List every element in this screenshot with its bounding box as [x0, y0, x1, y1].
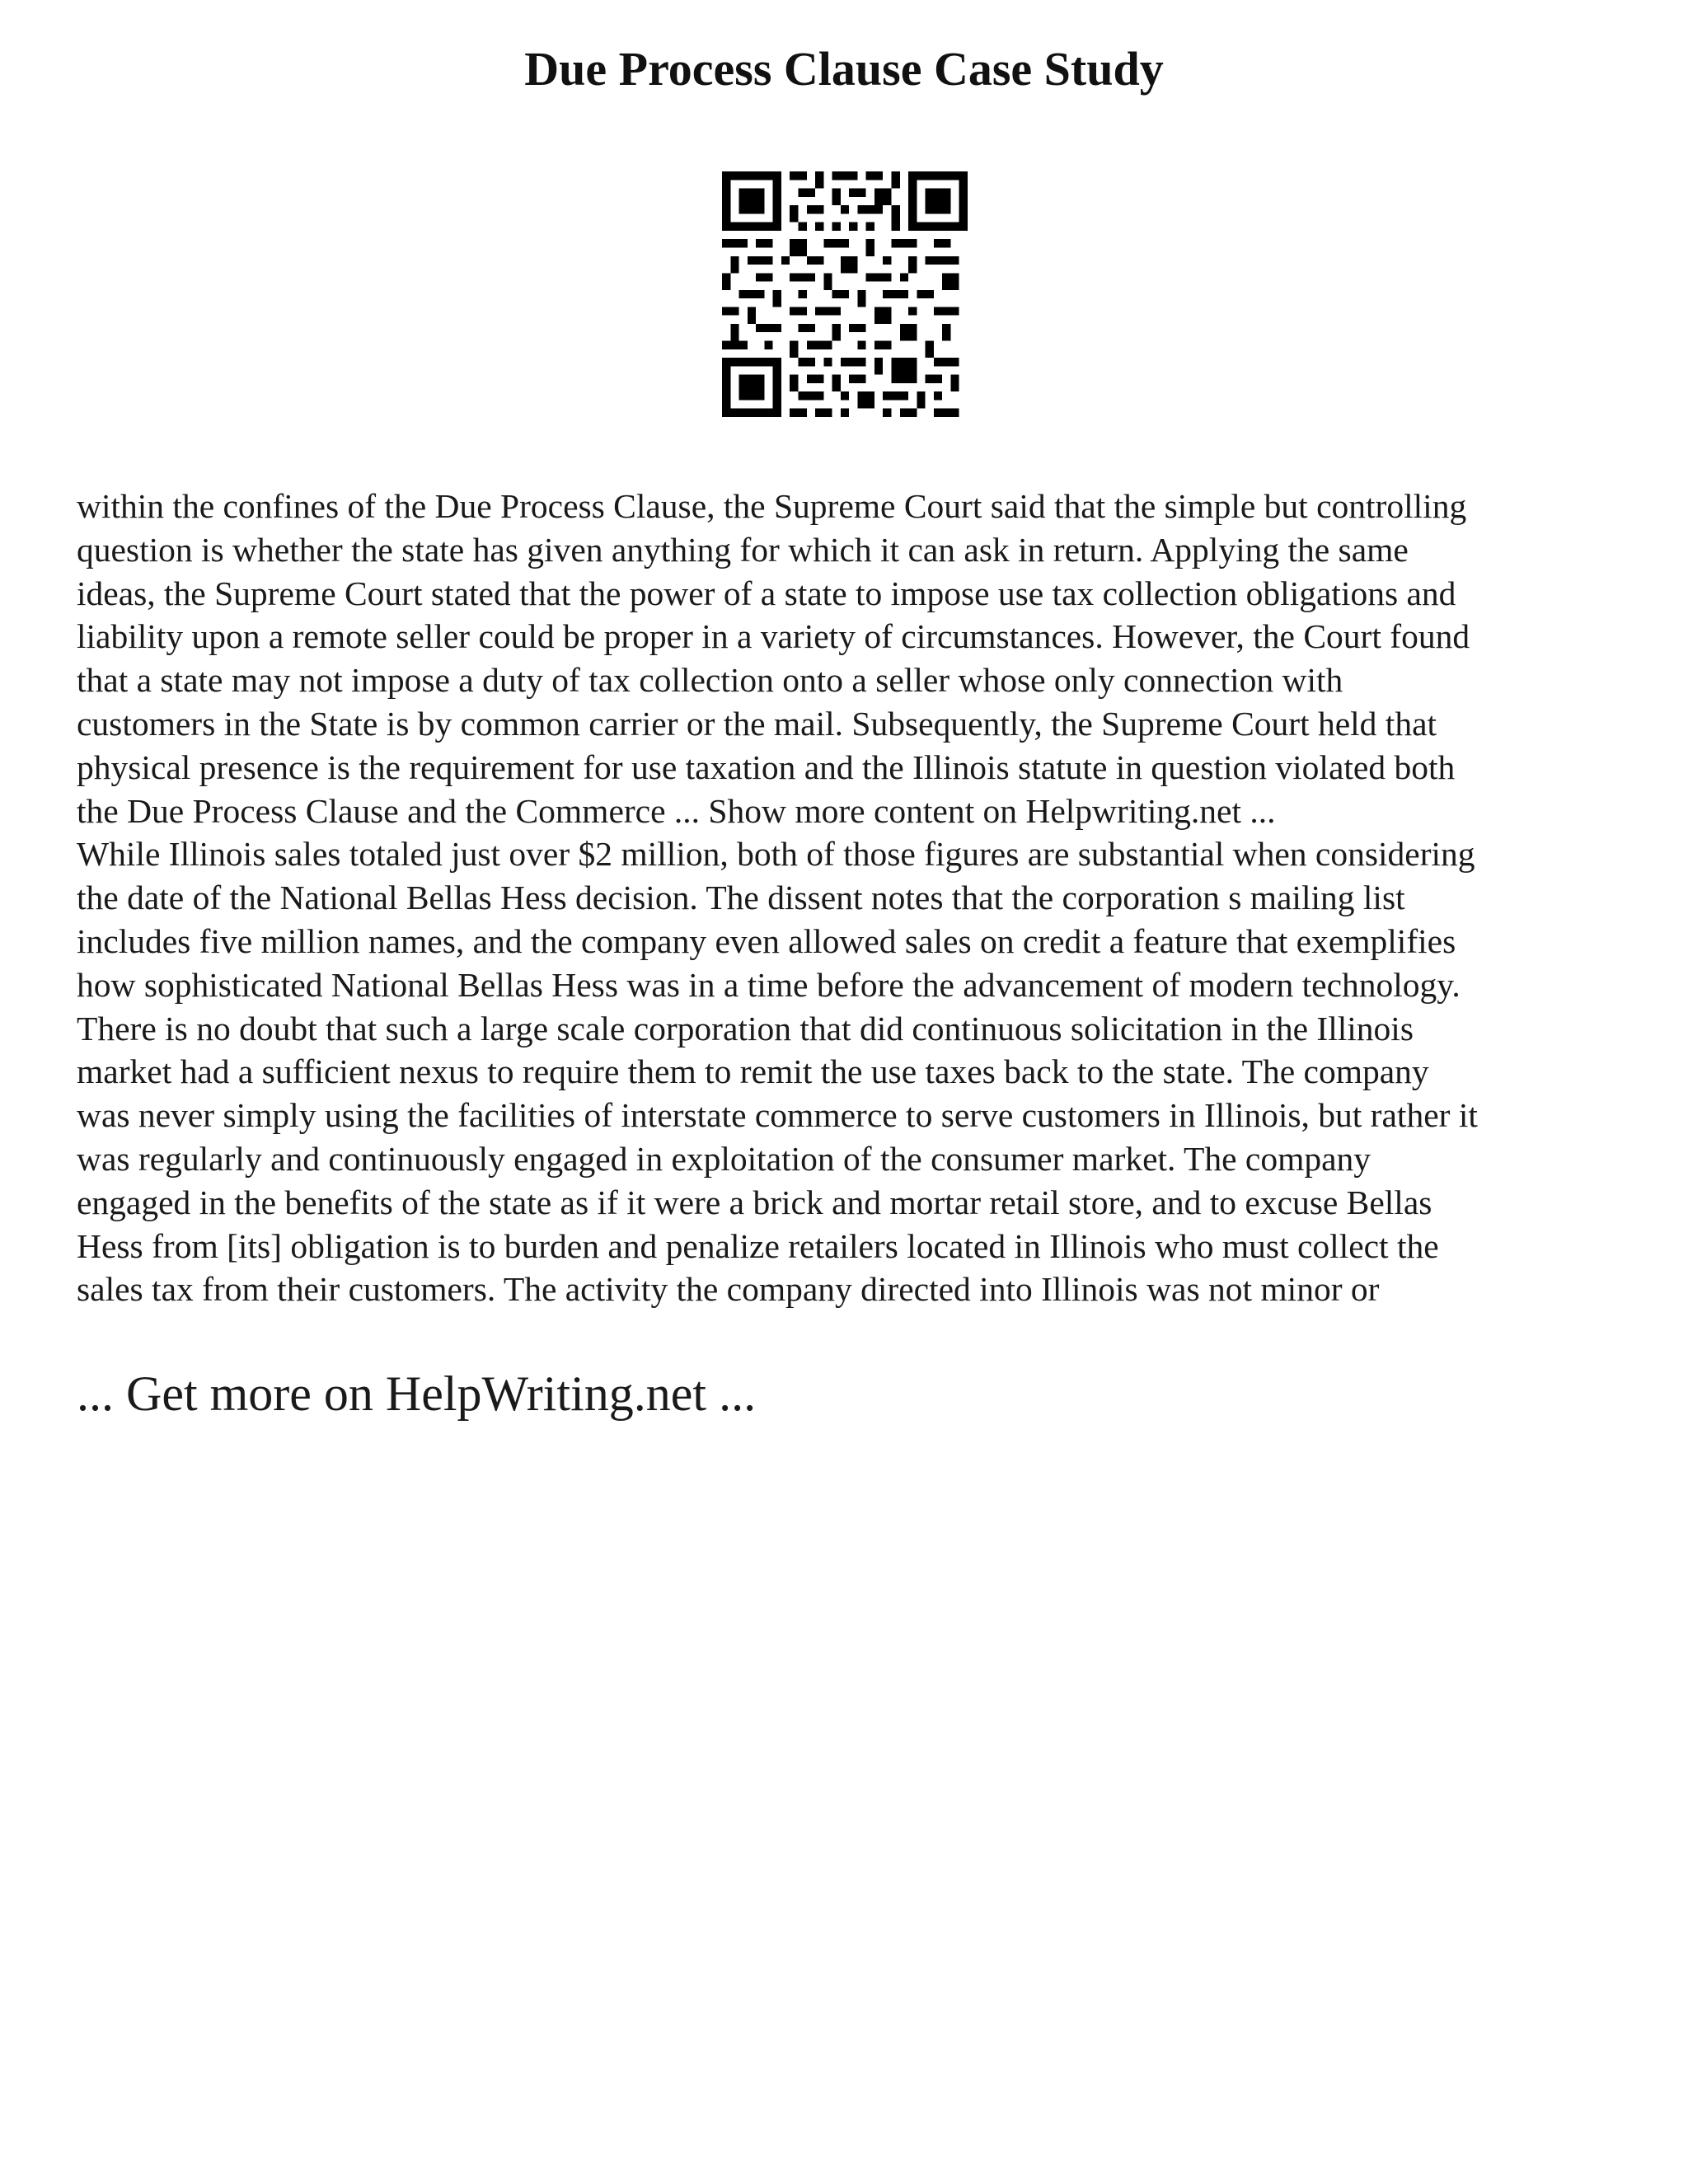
paragraph-2-line: Hess from [its] obligation is to burden and penalize retailers located in Illinois who must collect the [77, 1226, 1439, 1265]
paragraph-1-line: liability upon a remote seller could be proper in a variety of circumstances. However, the Court found [77, 617, 1470, 656]
paragraph-2-line: engaged in the benefits of the state as if it were a brick and mortar retail store, and to excuse Bellas [77, 1183, 1432, 1221]
paragraph-1-line: question is whether the state has given anything for which it can ask in return. Applying the same [77, 530, 1409, 569]
paragraph-1-line: within the confines of the Due Process Clause, the Supreme Court said that the simple but controlling [77, 487, 1467, 525]
qr-code-icon [722, 171, 968, 417]
paragraph-2-line: was regularly and continuously engaged in exploitation of the consumer market. The company [77, 1139, 1372, 1178]
paragraph-2-line: There is no doubt that such a large scale corporation that did continuous solicitation in the Illinois [77, 1009, 1414, 1047]
paragraph-1-line: ideas, the Supreme Court stated that the power of a state to impose use tax collection obligations and [77, 574, 1456, 612]
paragraph-1-line: that a state may not impose a duty of tax collection onto a seller whose only connection with [77, 661, 1343, 700]
article-body [77, 485, 1634, 1311]
get-more-link[interactable]: ... Get more on HelpWriting.net ... [77, 1366, 757, 1421]
page-title: Due Process Clause Case Study [524, 42, 1164, 96]
paragraph-2-line: was never simply using the facilities of interstate commerce to serve customers in Illinois, but rather it [77, 1096, 1478, 1135]
paragraph-2-line: the date of the National Bellas Hess decision. The dissent notes that the corporation s mailing list [77, 879, 1405, 917]
paragraph-1-line: the Due Process Clause and the Commerce ... Show more content on Helpwriting.net ... [77, 791, 1276, 830]
paragraph-2-line: While Illinois sales totaled just over $2 million, both of those figures are substantial when considering [77, 835, 1475, 874]
paragraph-1-line: customers in the State is by common carrier or the mail. Subsequently, the Supreme Court held that [77, 704, 1437, 743]
paragraph-2-line: market had a sufficient nexus to require them to remit the use taxes back to the state. The company [77, 1052, 1429, 1091]
paragraph-1-line: physical presence is the requirement for use taxation and the Illinois statute in question violated both [77, 748, 1456, 786]
paragraph-2-line: how sophisticated National Bellas Hess was in a time before the advancement of modern technology. [77, 965, 1461, 1004]
paragraph-2-line: includes five million names, and the company even allowed sales on credit a feature that exemplifies [77, 921, 1456, 960]
paragraph-2-line: sales tax from their customers. The activity the company directed into Illinois was not minor or [77, 1270, 1380, 1309]
